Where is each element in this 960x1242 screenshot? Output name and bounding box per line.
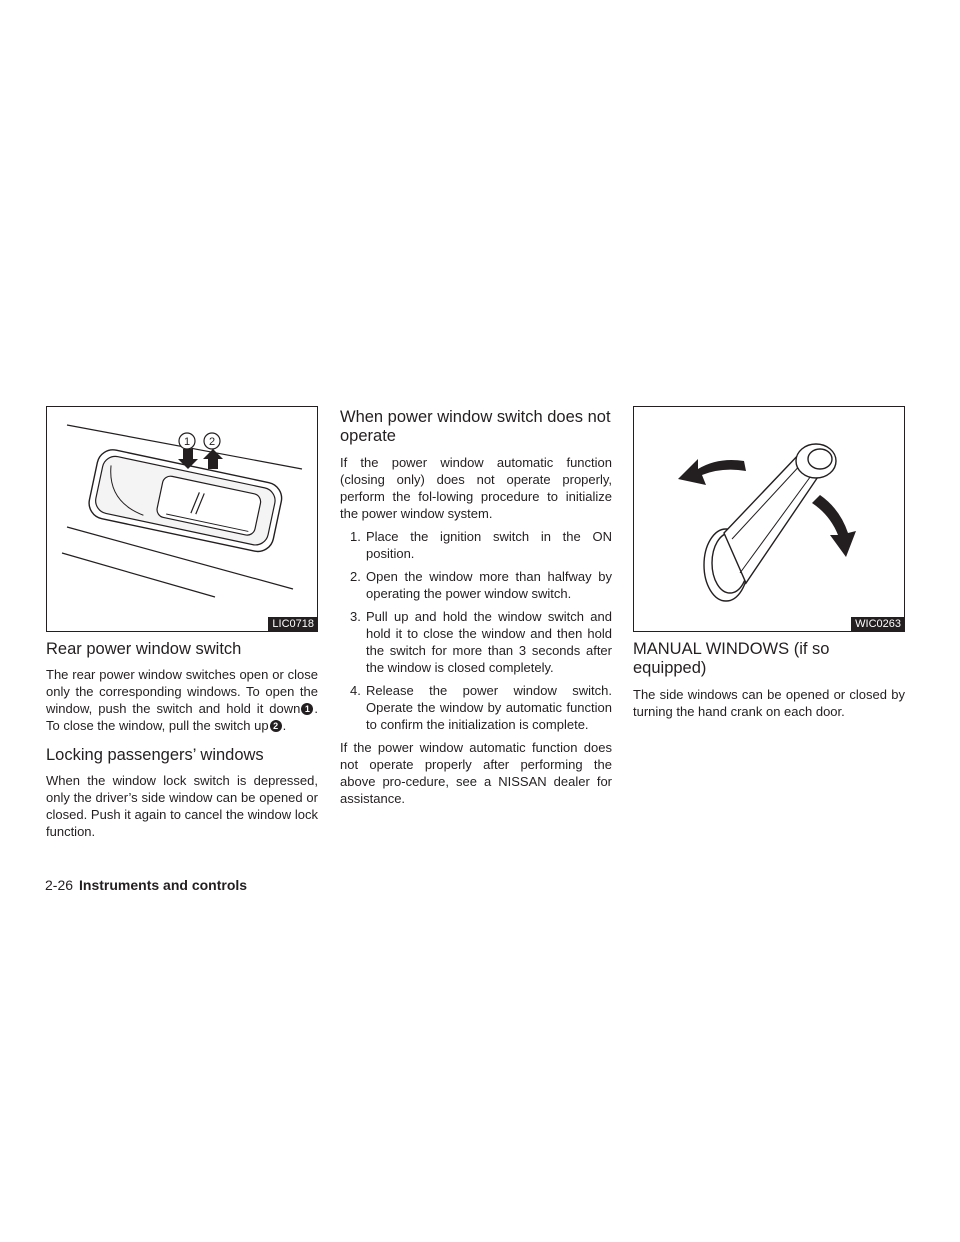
power-window-closing: If the power window automatic function does not operate properly after performing the above pro-cedure, see a NISSAN dealer for assistance. bbox=[340, 740, 612, 806]
rear-switch-figure bbox=[46, 406, 318, 632]
hand-crank-illustration bbox=[634, 407, 904, 631]
rear-switch-illustration bbox=[47, 407, 317, 631]
figure-callout-1: 1 bbox=[183, 436, 191, 448]
step-3: 3. Pull up and hold the window switch and hold it to close the window and then hold the switch for more than 3 seconds after the window is closed completely. bbox=[350, 609, 612, 675]
power-window-heading: When power window switch does not operate bbox=[340, 408, 611, 445]
middle-column bbox=[340, 406, 612, 807]
figure-callout-2: 2 bbox=[208, 436, 216, 448]
rotate-right-arrow-icon bbox=[812, 495, 856, 557]
hand-crank-figure bbox=[633, 406, 905, 632]
step-2: 2. Open the window more than halfway by operating the power window switch. bbox=[350, 569, 612, 601]
left-column bbox=[46, 406, 318, 840]
step-4: 4. Release the power window switch. Operate the window by automatic function to confirm the initialization is complete. bbox=[350, 683, 612, 732]
step-1: 1. Place the ignition switch in the ON position. bbox=[350, 529, 612, 561]
manual-windows-heading: MANUAL WINDOWS (if so equipped) bbox=[633, 640, 830, 677]
rotate-left-arrow-icon bbox=[678, 459, 746, 485]
locking-text: When the window lock switch is depressed, only the driver’s side window can be opened or closed. Push it again to cancel the window lock function. bbox=[46, 773, 318, 839]
section-title: Instruments and controls bbox=[79, 877, 248, 893]
rear-switch-heading: Rear power window switch bbox=[46, 640, 242, 658]
manual-windows-text: The side windows can be opened or closed by turning the hand crank on each door. bbox=[633, 687, 905, 719]
locking-heading: Locking passengers’ windows bbox=[46, 746, 264, 764]
page-number: 2-26 bbox=[45, 877, 74, 893]
power-window-intro: If the power window automatic function (closing only) does not operate properly, perform the fol-lowing procedure to initialize the power window system. bbox=[340, 455, 612, 521]
right-column bbox=[633, 406, 905, 720]
figure-code: WIC0263 bbox=[851, 617, 904, 631]
callout-2-icon: 2 bbox=[270, 720, 282, 732]
arrow-up-icon bbox=[203, 449, 223, 469]
page-footer bbox=[45, 876, 247, 894]
rear-switch-text: The rear power window switches open or close only the corresponding windows. To open the window, push the switch and hold it down 1 . To close the window, pull the switch up 2 . bbox=[46, 667, 318, 733]
procedure-steps bbox=[340, 528, 612, 733]
figure-code: LIC0718 bbox=[268, 617, 317, 631]
callout-1-icon: 1 bbox=[301, 703, 313, 715]
